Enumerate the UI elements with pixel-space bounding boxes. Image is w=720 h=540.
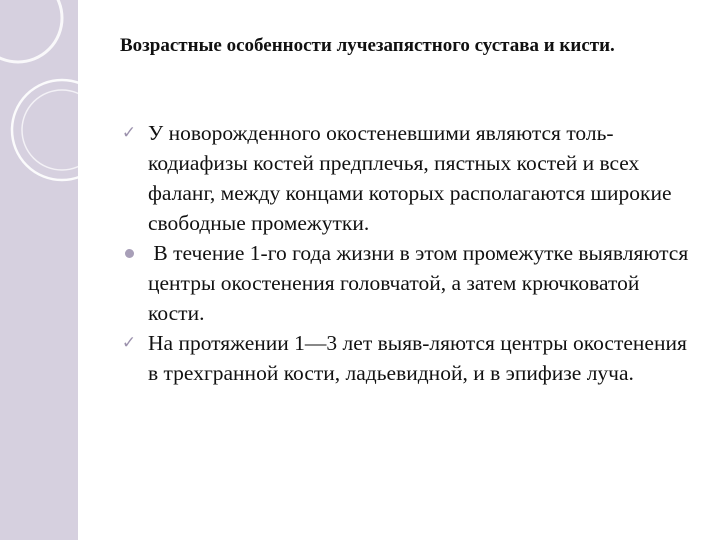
check-icon: ✓ [121,123,137,143]
bullet-item [118,118,698,238]
slide-title: Возрастные особенности лучезапястного сустава и кисти. [120,35,615,56]
bullet-text: В течение 1-го года жизни в этом промежутке выявляются центры окостенения головчатой, а затем крючковатой кости. [148,241,694,325]
bullet-text: У новорожденного окостеневшими являются толь-кодиафизы костей предплечья, пястных костей и всех фаланг, между концами которых располагаются широкие свободные промежутки. [148,121,672,235]
bullet-marker [118,328,140,358]
bullet-item [118,238,698,328]
left-sidebar-band [0,0,78,540]
bullet-marker [118,118,140,148]
check-icon: ✓ [121,333,137,353]
bullet-marker [118,238,140,268]
bullet-list [118,118,698,388]
dot-icon [125,249,134,258]
bullet-text: На протяжении 1—3 лет выяв-ляются центры окостенения в трехгранной кости, ладьевидной, и в эпифизе луча. [148,331,687,385]
bullet-item [118,328,698,388]
